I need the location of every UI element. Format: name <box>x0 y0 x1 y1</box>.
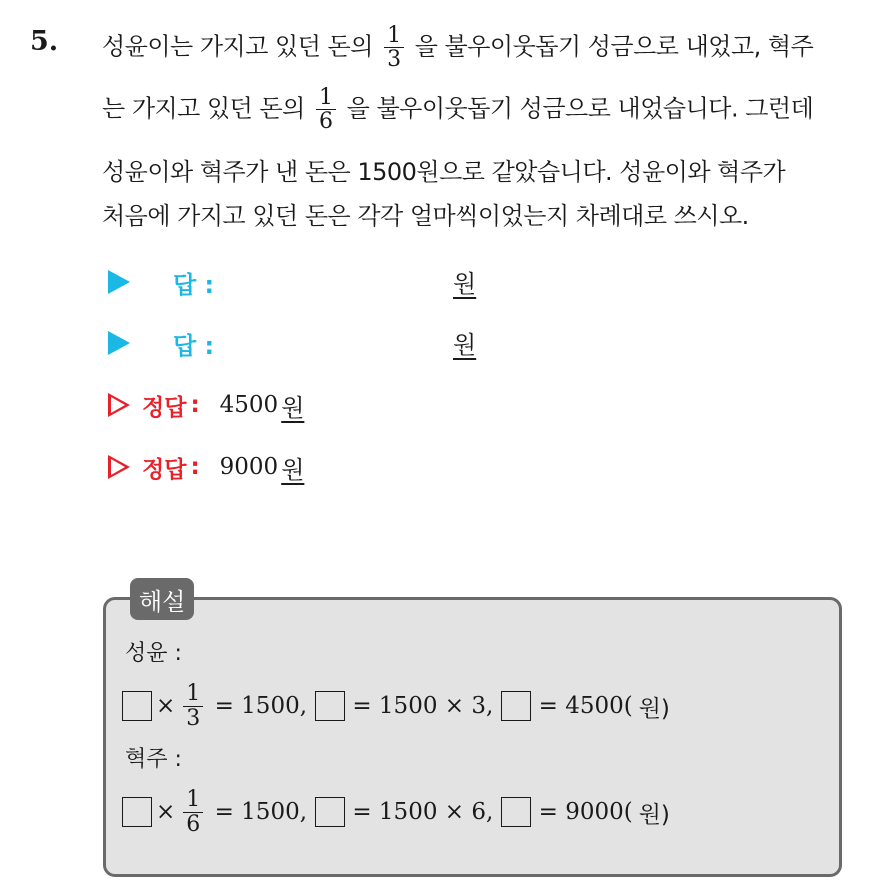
explanation-badge: 해설 <box>130 578 194 620</box>
equation-text: = 1500 × 3, <box>345 693 494 719</box>
explanation-equation-1 <box>122 678 670 734</box>
question-number: 5. <box>30 26 59 57</box>
answer-label: 답 : <box>173 270 215 299</box>
fraction-numerator: 1 <box>183 682 203 706</box>
blank-box <box>501 691 531 721</box>
correct-label: 정답 <box>142 456 187 483</box>
equation-unit: 원) <box>638 801 670 828</box>
question-text: 을 불우이웃돕기 성금으로 내었고, 혁주 <box>414 32 814 61</box>
question-line-2 <box>102 86 813 133</box>
correct-answer-row-2 <box>108 447 304 487</box>
correct-colon: : <box>190 392 200 418</box>
question-line-1 <box>102 24 813 71</box>
fraction-numerator: 1 <box>384 24 404 48</box>
equation-text: = 4500( <box>531 693 633 719</box>
fraction-denominator: 3 <box>186 705 201 731</box>
play-triangle-icon <box>108 331 130 355</box>
answer-label: 답 : <box>173 331 215 360</box>
correct-unit: 원 <box>281 455 305 484</box>
equation-text: = 1500 × 6, <box>345 799 494 825</box>
fraction-denominator: 6 <box>186 811 201 837</box>
fraction <box>316 86 336 133</box>
play-triangle-icon <box>108 270 130 294</box>
fraction <box>183 682 203 729</box>
answer-row-1[interactable] <box>108 262 214 302</box>
correct-value: 9000 <box>219 454 279 480</box>
question-text: 을 불우이웃돕기 성금으로 내었습니다. 그런데 <box>346 94 814 123</box>
explanation-part2-title: 혁주 : <box>125 747 182 772</box>
blank-box <box>315 691 345 721</box>
answer-unit: 원 <box>453 270 477 298</box>
blank-box <box>122 691 152 721</box>
fraction-denominator: 6 <box>319 109 333 135</box>
answer-row-2[interactable] <box>108 323 214 363</box>
explanation-equation-2 <box>122 784 670 840</box>
equation-text: = 1500, <box>207 693 308 719</box>
times-sign: × <box>156 799 176 825</box>
fraction <box>384 24 404 71</box>
outline-triangle-icon <box>108 455 130 479</box>
question-line-3: 성윤이와 혁주가 낸 돈은 1500원으로 같았습니다. 성윤이와 혁주가 <box>102 158 786 186</box>
blank-box <box>122 797 152 827</box>
equation-text: = 1500, <box>207 799 308 825</box>
correct-value: 4500 <box>219 392 279 418</box>
question-text: 성윤이는 가지고 있던 돈의 <box>102 32 373 61</box>
equation-unit: 원) <box>638 695 670 722</box>
correct-unit: 원 <box>281 393 305 422</box>
fraction <box>183 788 203 835</box>
question-text: 는 가지고 있던 돈의 <box>102 94 305 123</box>
answer-unit: 원 <box>453 331 477 359</box>
correct-answer-row-1 <box>108 385 304 425</box>
explanation-part1-title: 성윤 : <box>125 641 182 666</box>
fraction-denominator: 3 <box>387 47 401 73</box>
correct-label: 정답 <box>142 394 187 421</box>
fraction-numerator: 1 <box>316 86 336 110</box>
outline-triangle-icon <box>108 393 130 417</box>
equation-text: = 9000( <box>531 799 633 825</box>
correct-colon: : <box>190 454 200 480</box>
question-line-4: 처음에 가지고 있던 돈은 각각 얼마씩이었는지 차례대로 쓰시오. <box>102 202 749 230</box>
blank-box <box>315 797 345 827</box>
blank-box <box>501 797 531 827</box>
fraction-numerator: 1 <box>183 788 203 812</box>
times-sign: × <box>156 693 176 719</box>
